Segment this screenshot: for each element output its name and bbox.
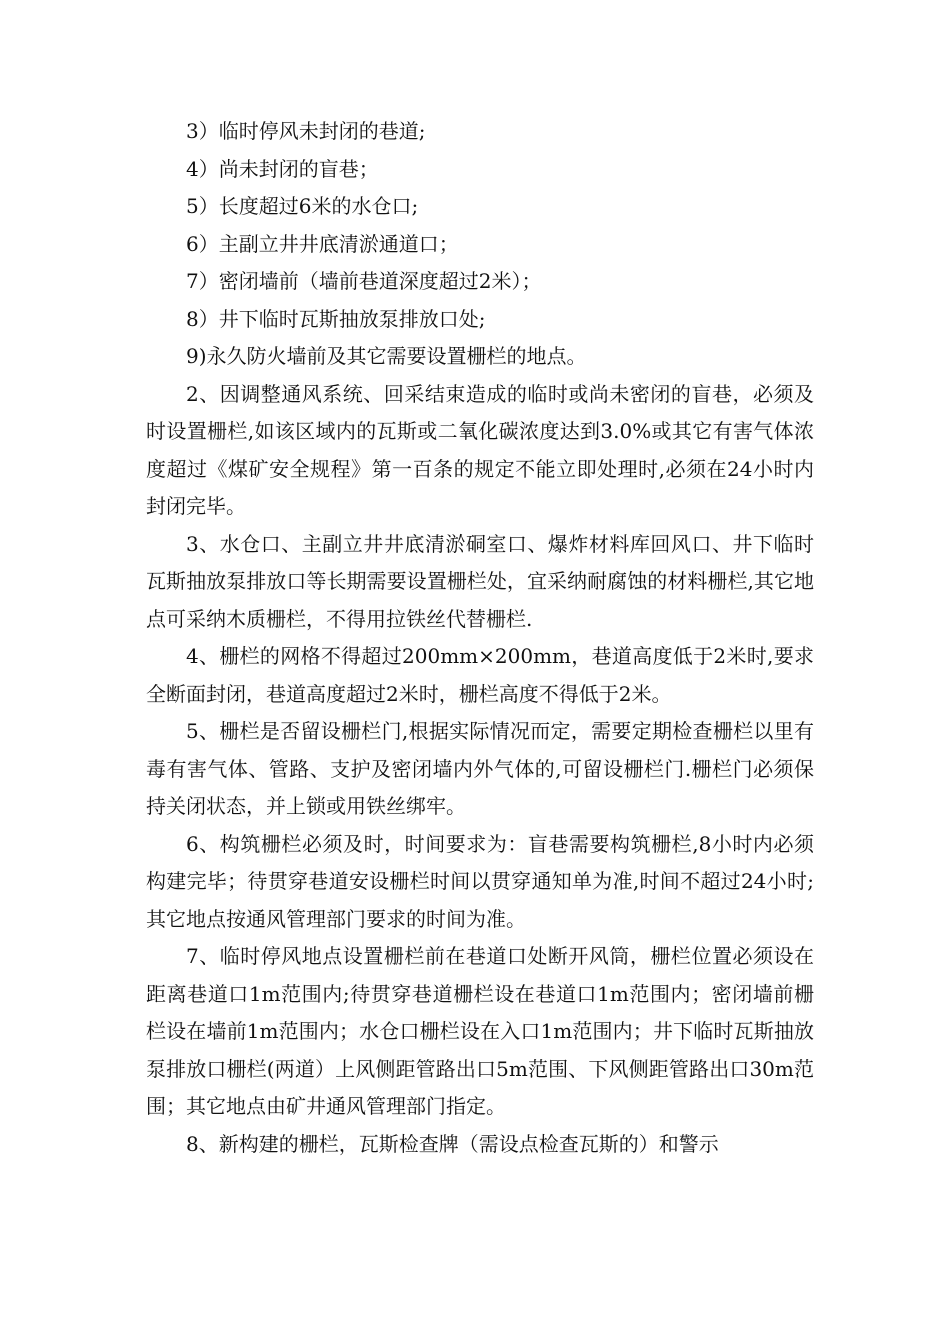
paragraph-5: 5、栅栏是否留设栅栏门,根据实际情况而定，需要定期检查栅栏以里有毒有害气体、管路、支护及密闭墙内外气体的,可留设栅栏门.栅栏门必须保持关闭状态，并上锁或用铁丝绑牢。 [146,719,814,818]
paragraph-3: 3、水仓口、主副立井井底清淤硐室口、爆炸材料库回风口、井下临时瓦斯抽放泵排放口等长期需要设置栅栏处，宜采纳耐腐蚀的材料栅栏,其它地点可采纳木质栅栏，不得用拉铁丝代替栅栏. [146,531,814,631]
list-item-8: 8）井下临时瓦斯抽放泵排放口处; [186,306,486,331]
list-item-4: 4）尚未封闭的盲巷； [186,156,379,181]
paragraph-4: 4、栅栏的网格不得超过200mm×200mm，巷道高度低于2米时,要求全断面封闭，巷道高度超过2米时，栅栏高度不得低于2米。 [146,644,814,706]
list-item-7: 7）密闭墙前（墙前巷道深度超过2米）； [186,269,542,293]
list-item-5: 5）长度超过6米的水仓口; [186,194,419,218]
paragraph-8: 8、新构建的栅栏，瓦斯检查牌（需设点检查瓦斯的）和警示 [186,1131,719,1156]
document-body [146,113,814,1163]
list-item-6: 6）主副立井井底清淤通道口； [186,231,459,256]
list-item-9: 9)永久防火墙前及其它需要设置栅栏的地点。 [186,344,587,368]
list-item-3: 3）临时停风未封闭的巷道; [186,119,426,143]
paragraph-7: 7、临时停风地点设置栅栏前在巷道口处断开风筒，栅栏位置必须设在距离巷道口1m范围内;待贯穿巷道栅栏设在巷道口1m范围内；密闭墙前栅栏设在墙前1m范围内；水仓口栅栏设在入口1m范围内；井下临时瓦斯抽放泵排放口栅栏(两道）上风侧距管路出口5m范围、下风侧距管路出口30m范围；其它地点由矿井通风管理部门指定。 [146,944,814,1118]
paragraph-2: 2、因调整通风系统、回采结束造成的临时或尚未密闭的盲巷，必须及时设置栅栏,如该区域内的瓦斯或二氧化碳浓度达到3.0%或其它有害气体浓度超过《煤矿安全规程》第一百条的规定不能立即处理时,必须在24小时内封闭完毕。 [146,381,814,518]
paragraph-6: 6、构筑栅栏必须及时，时间要求为：盲巷需要构筑栅栏,8小时内必须构建完毕；待贯穿巷道安设栅栏时间以贯穿通知单为准,时间不超过24小时;其它地点按通风管理部门要求的时间为准。 [146,831,814,931]
